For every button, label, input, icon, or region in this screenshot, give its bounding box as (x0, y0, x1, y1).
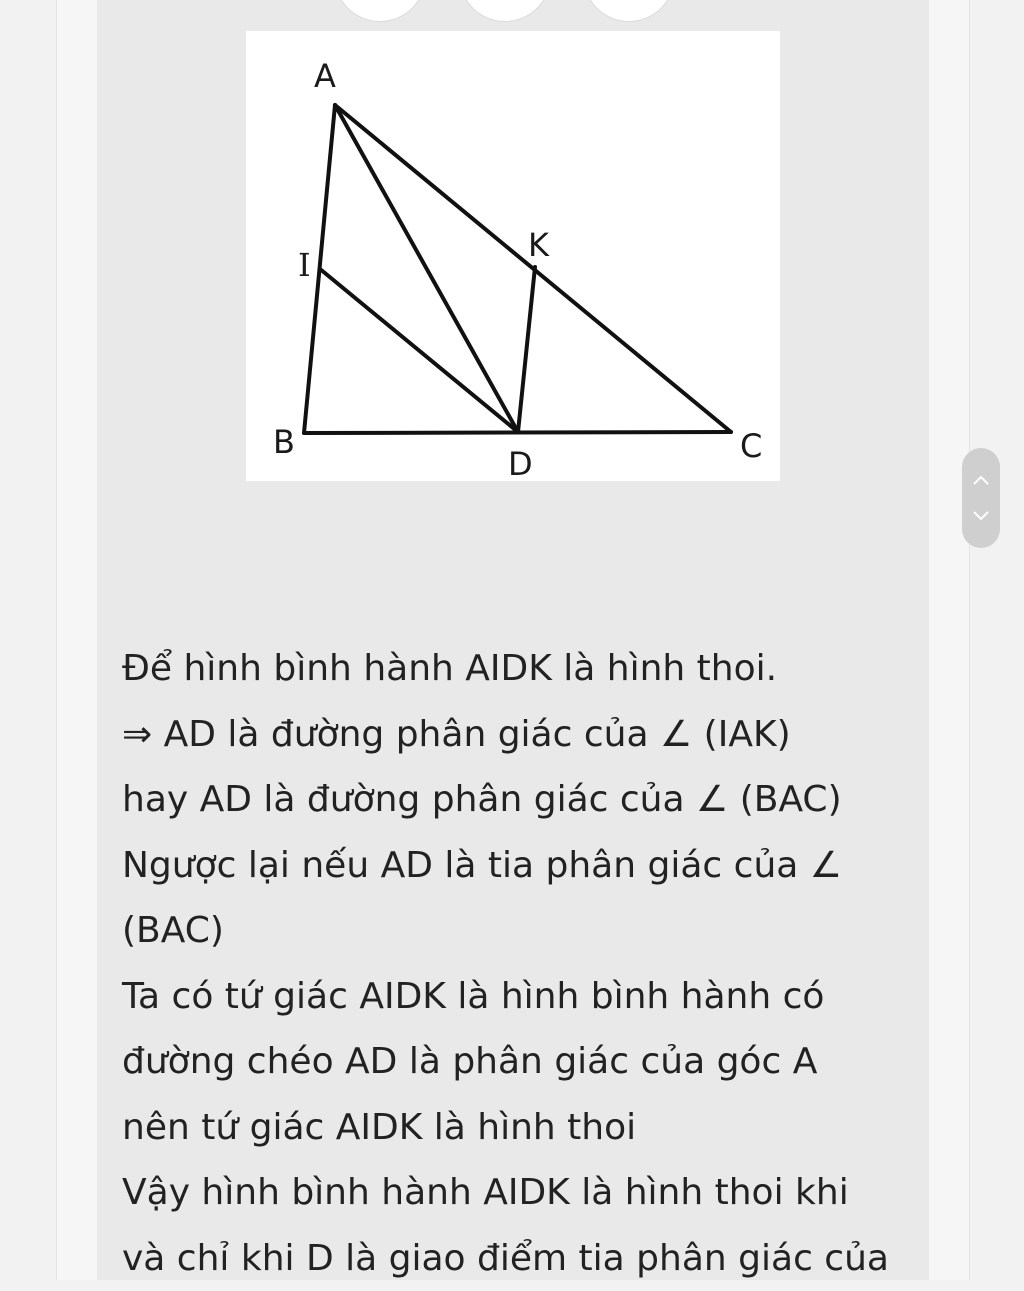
label-b: B (273, 423, 295, 461)
triangle-diagram (246, 31, 780, 481)
text-line: nên tứ giác AIDK là hình thoi (122, 1095, 922, 1161)
text-line: Ngược lại nếu AD là tia phân giác của ∠ (122, 833, 922, 899)
label-i: I (298, 246, 311, 284)
label-c: C (740, 427, 762, 465)
text-line: (BAC) (122, 898, 922, 964)
text-line: và chỉ khi D là giao điểm tia phân giác của (122, 1226, 922, 1291)
label-a: A (314, 57, 336, 95)
text-line: hay AD là đường phân giác của ∠ (BAC) (122, 767, 922, 833)
solution-text (122, 636, 922, 1291)
label-k: K (528, 226, 550, 264)
text-line: đường chéo AD là phân giác của góc A (122, 1029, 922, 1095)
label-d: D (508, 445, 533, 481)
chevron-up-icon[interactable] (962, 460, 1000, 500)
text-line: Vậy hình bình hành AIDK là hình thoi khi (122, 1160, 922, 1226)
text-line: Để hình bình hành AIDK là hình thoi. (122, 636, 922, 702)
scroll-navigator[interactable] (962, 448, 1000, 548)
text-line: ⇒ AD là đường phân giác của ∠ (IAK) (122, 702, 922, 768)
segment-kd (518, 267, 535, 432)
segment-ad (335, 105, 518, 432)
text-line: Ta có tứ giác AIDK là hình bình hành có (122, 964, 922, 1030)
geometry-figure (246, 31, 780, 481)
chevron-down-icon[interactable] (962, 496, 1000, 536)
segment-id (320, 269, 518, 432)
